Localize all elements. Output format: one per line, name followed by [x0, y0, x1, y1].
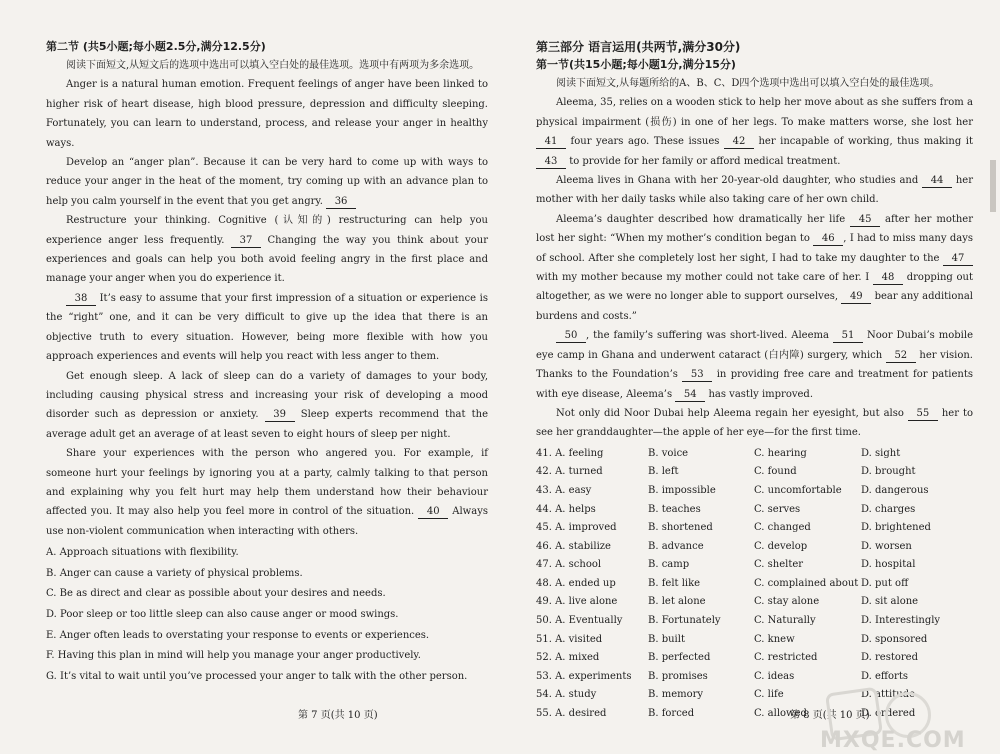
blank-40: 40: [418, 506, 448, 519]
page-footer-left: 第 7 页(共 10 页): [298, 710, 378, 721]
option-cell: D. put off: [861, 577, 909, 589]
option-cell: C. changed: [754, 522, 811, 534]
part-title: 第三部分 语言运用(共两节,满分30分): [536, 40, 741, 54]
option-cell: 42. A. turned: [536, 466, 603, 478]
option-f: F. Having this plan in mind will help you manage your anger productively.: [46, 650, 421, 662]
question-row: [536, 463, 973, 482]
option-cell: B. promises: [648, 670, 708, 682]
page-footer-right: 第 8 页(共 10 页): [790, 710, 870, 721]
cloze-paragraph-1: Aleema, 35, relies on a wooden stick to help her move about as she suffers from a physical impairment (损伤) in one of her legs. To make matters worse, she lost her 41 four years ago. These issues 42 her incapable of working, thus making it 43 to provide for her family or afford medical treatment.: [536, 97, 973, 167]
option-cell: 52. A. mixed: [536, 652, 600, 664]
left-page: [46, 38, 488, 687]
page-fold-mark: [990, 160, 996, 212]
option-cell: B. let alone: [648, 596, 706, 608]
passage-paragraph-3: Restructure your thinking. Cognitive (认知的) restructuring can help you experience anger less frequently. 37 Changing the way you think about your experiences and goals can help you both avoid feeling angry in the first place and manage your anger when you do experience it.: [46, 215, 489, 285]
option-cell: 47. A. school: [536, 559, 602, 571]
option-cell: B. left: [648, 466, 679, 478]
option-cell: B. advance: [648, 540, 704, 552]
section-title: 第二节 (共5小题;每小题2.5分,满分12.5分): [46, 40, 266, 53]
blank-45: 45: [850, 214, 880, 227]
option-cell: 50. A. Eventually: [536, 615, 623, 627]
option-cell: B. camp: [648, 559, 690, 571]
option-cell: D. restored: [861, 652, 918, 664]
option-cell: 43. A. easy: [536, 484, 592, 496]
option-b: B. Anger can cause a variety of physical problems.: [46, 567, 303, 579]
option-cell: 54. A. study: [536, 689, 597, 701]
option-cell: B. built: [648, 633, 685, 645]
option-cell: 45. A. improved: [536, 522, 617, 534]
instructions: 阅读下面短文,从每题所给的A、B、C、D四个选项中选出可以填入空白处的最佳选项。: [556, 78, 940, 89]
blank-46: 46: [813, 233, 843, 246]
question-row: [536, 482, 973, 501]
option-cell: 53. A. experiments: [536, 670, 632, 682]
option-cell: C. serves: [754, 503, 801, 515]
section-title: 第一节(共15小题;每小题1分,满分15分): [536, 58, 736, 71]
blank-43: 43: [536, 156, 566, 169]
question-row: [536, 612, 973, 631]
option-cell: D. worsen: [861, 540, 912, 552]
option-cell: D. brought: [861, 466, 916, 478]
options-list: [46, 543, 488, 687]
question-row: [536, 649, 973, 668]
option-cell: 48. A. ended up: [536, 577, 616, 589]
option-c: C. Be as direct and clear as possible about your desires and needs.: [46, 588, 386, 600]
cloze-paragraph-5: Not only did Noor Dubai help Aleema regain her eyesight, but also 55 her to see her granddaughter—the apple of her eye—for the first time.: [536, 407, 974, 439]
option-cell: C. allowed: [754, 708, 807, 720]
option-cell: C. stay alone: [754, 596, 820, 608]
blank-49: 49: [841, 291, 871, 304]
option-cell: B. forced: [648, 708, 695, 720]
blank-42: 42: [724, 136, 754, 149]
blank-44: 44: [922, 175, 952, 188]
blank-37: 37: [231, 235, 261, 248]
option-cell: 41. A. feeling: [536, 447, 604, 459]
passage-paragraph-6: Share your experiences with the person who angered you. For example, if someone hurt your feelings by ignoring you at a party, calmly talking to that person and explaining why you felt hurt may help them understand how their behaviour affected you. It may also help you feel more in control of the situation. 40 Always use non-violent communication when interacting with others.: [46, 448, 488, 537]
option-cell: C. shelter: [754, 559, 804, 571]
question-row: [536, 575, 973, 594]
blank-36: 36: [326, 196, 356, 209]
passage-paragraph-5: Get enough sleep. A lack of sleep can do a variety of damages to your body, including causing physical stress and increasing your risk of developing a mood disorder such as depression or anxiety. 39 Sleep experts recommend that the average adult get an average of at least seven to eight hours of sleep per night.: [46, 370, 488, 440]
blank-38: 38: [66, 293, 96, 306]
option-cell: B. Fortunately: [648, 615, 721, 627]
option-cell: B. voice: [648, 447, 689, 459]
passage-paragraph-1: Anger is a natural human emotion. Frequent feelings of anger have been linked to higher risk of heart disease, high blood pressure, depression and difficulty sleeping. Fortunately, you can learn to understand, process, and release your anger in healthy ways.: [46, 79, 488, 149]
option-cell: C. life: [754, 689, 784, 701]
option-cell: D. charges: [861, 503, 916, 515]
blank-39: 39: [265, 409, 295, 422]
option-cell: C. complained about: [754, 577, 859, 589]
option-e: E. Anger often leads to overstating your response to events or experiences.: [46, 629, 430, 641]
option-cell: C. restricted: [754, 652, 818, 664]
blank-50: 50: [556, 330, 586, 343]
blank-54: 54: [675, 389, 705, 402]
option-cell: D. hospital: [861, 559, 916, 571]
option-cell: D. brightened: [861, 522, 931, 534]
question-row: [536, 556, 973, 575]
option-cell: D. sight: [861, 447, 901, 459]
option-cell: C. knew: [754, 633, 795, 645]
option-cell: D. sit alone: [861, 596, 919, 608]
question-row: [536, 445, 973, 464]
option-cell: 49. A. live alone: [536, 596, 618, 608]
option-a: A. Approach situations with flexibility.: [46, 547, 239, 559]
blank-47: 47: [943, 253, 973, 266]
question-row: [536, 631, 973, 650]
passage-paragraph-4: 38 It’s easy to assume that your first impression of a situation or experience is the “right” one, and it can be very difficult to give up the idea that there is an objective truth to every situation. However, being more flexible with how you approach experiences and events will help you react with less anger to them.: [46, 292, 488, 363]
option-cell: C. uncomfortable: [754, 484, 842, 496]
question-row: [536, 668, 973, 687]
question-options-table: [536, 445, 973, 724]
option-cell: B. felt like: [648, 577, 701, 589]
option-g: G. It’s vital to wait until you’ve processed your anger to talk with the other person.: [46, 670, 468, 682]
option-cell: 55. A. desired: [536, 708, 607, 720]
option-cell: 44. A. helps: [536, 503, 596, 515]
option-cell: 51. A. visited: [536, 633, 603, 645]
option-cell: B. shortened: [648, 522, 713, 534]
option-d: D. Poor sleep or too little sleep can also cause anger or mood swings.: [46, 608, 399, 620]
question-row: [536, 593, 973, 612]
blank-52: 52: [886, 350, 916, 363]
question-row: [536, 501, 973, 520]
passage-paragraph-2: Develop an “anger plan”. Because it can be very hard to come up with ways to reduce your anger in the heat of the moment, try coming up with an advance plan to help you calm yourself in the event that you get angry. 36: [46, 157, 488, 207]
blank-48: 48: [873, 272, 903, 285]
option-cell: C. develop: [754, 540, 808, 552]
cloze-paragraph-3: Aleema’s daughter described how dramatically her life 45 after her mother lost her sight: “When my mother’s condition began to 46 , I had to miss many days of school. After she completely lost her sight, I had to take my daughter to the 47 with my mother because my mother could not take care of her. I 48 dropping out altogether, as we were no longer able to support ourselves, 49 bear any additional burdens and costs.”: [536, 213, 974, 322]
option-cell: C. found: [754, 466, 797, 478]
cloze-paragraph-2: Aleema lives in Ghana with her 20-year-old daughter, who studies and 44 her mother with her daily tasks while also taking care of her own child.: [536, 175, 973, 206]
blank-51: 51: [833, 330, 863, 343]
option-cell: B. memory: [648, 689, 704, 701]
option-cell: C. Naturally: [754, 615, 816, 627]
cloze-paragraph-4: 50 , the family’s suffering was short-lived. Aleema 51 Noor Dubai’s mobile eye camp in Ghana and underwent cataract (白内障) surgery, which 52 her vision. Thanks to the Foundation’s 53 in providing free care and treatment for patients with eye disease, Aleema’s 54 has vastly improved.: [536, 330, 973, 400]
option-cell: C. ideas: [754, 670, 795, 682]
blank-55: 55: [908, 408, 938, 421]
option-cell: D. dangerous: [861, 484, 929, 496]
question-row: [536, 538, 973, 557]
blank-53: 53: [682, 369, 712, 382]
watermark-text: MXQE.COM: [820, 728, 966, 753]
option-cell: B. teaches: [648, 503, 701, 515]
option-cell: D. attitude: [861, 689, 915, 701]
option-cell: C. hearing: [754, 447, 807, 459]
option-cell: 46. A. stabilize: [536, 540, 611, 552]
option-cell: B. impossible: [648, 484, 716, 496]
option-cell: D. Interestingly: [861, 615, 941, 627]
right-page: [536, 38, 973, 724]
question-row: [536, 519, 973, 538]
option-cell: D. sponsored: [861, 633, 928, 645]
option-cell: B. perfected: [648, 652, 711, 664]
option-cell: D. ordered: [861, 708, 916, 720]
option-cell: D. efforts: [861, 670, 908, 682]
instructions: 阅读下面短文,从短文后的选项中选出可以填入空白处的最佳选项。选项中有两项为多余选项。: [66, 60, 480, 71]
blank-41: 41: [536, 136, 566, 149]
